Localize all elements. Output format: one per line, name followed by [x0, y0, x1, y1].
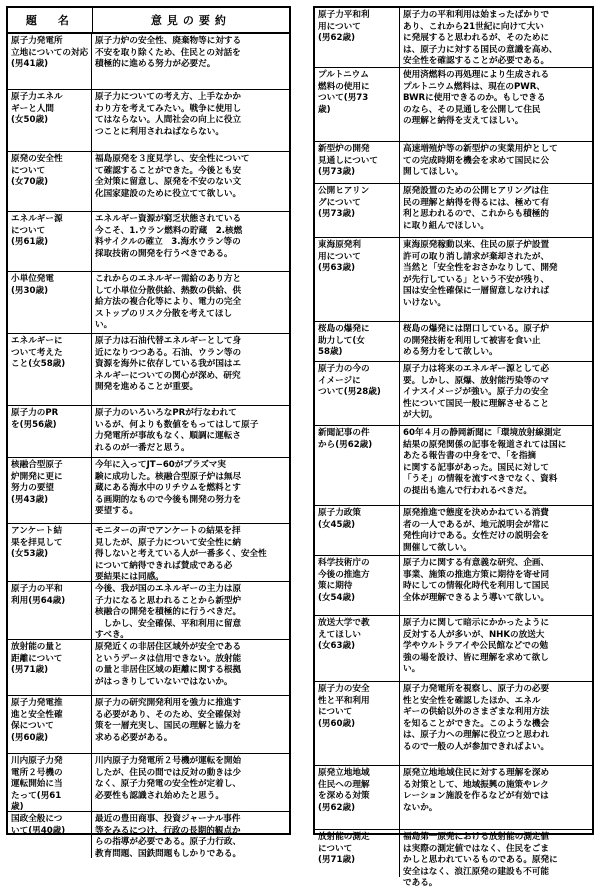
opinion-row [315, 682, 592, 766]
opinion-row [8, 812, 289, 858]
opinion-row [315, 8, 592, 68]
opinion-summary: 原発設置のための公開ヒアリングは住 民の理解と納得を得るには、極めて有 利と思われるので、これからも積極的 に取り組んでほしい。 [403, 186, 550, 231]
opinion-summary: 原子力は将来のエネルギー源として必 要。しかし、原爆、放射能汚染等のマ イナスイメージが強い。原子力の安全 性について国民一般に理解させること が大切。 [403, 364, 550, 421]
header-title: 題 名 [8, 8, 93, 32]
opinion-title: エネルギーに ついて考えた こと(女58歳) [8, 334, 92, 405]
opinion-row [315, 142, 592, 184]
opinion-row [315, 556, 592, 616]
opinion-title: 放射能の測定 について (男71歳) [315, 830, 400, 877]
opinion-title: 原子力の今の イメージに ついて(男28歳) [315, 362, 400, 425]
opinion-row [8, 458, 289, 524]
opinion-title: 原子力の安全 性と平和利用 について (男60歳) [315, 682, 400, 765]
opinion-summary: 使用済燃料の再処理により生成される プルトニウム燃料は、現在のPWR、 BWRに使用できるのか。もしできる のなら、その見通しを公開して住民 の理解と納得を支えてほしい。 [403, 70, 550, 127]
opinion-row [8, 34, 289, 90]
opinion-title: 桜島の爆発に 助力して(女 58歳) [315, 322, 400, 361]
opinion-summary: 原子力は石油代替エネルギーとして身 近になりつつある。石油、ウラン等の 資源を海外に依存している我が国はエ ネルギーについての関心が深め、研究 開発を進めることが重要。 [95, 336, 242, 393]
opinion-summary: 原子力発電所を視察し、原子力の必要 性と安全性を確認したほか、エネル ギーの供給以外のさまざまな利用方法 を知ることができた。このような機会 は、原子力への理解に役立つと思われ るので一般の人が参加できればよい。 [403, 684, 550, 752]
opinion-row [315, 426, 592, 506]
opinion-title: 東海原発利 用について (男63歳) [315, 238, 400, 321]
opinion-row [315, 616, 592, 682]
opinion-summary: 60年４月の静岡新聞に「環境放射線測定 結果の原発関係の記事を報道されては国に あたる報告書の中身をで、「を指摘 に関する記事があった。国民に対して 「うそ」の情報を流すべきでなく、資料 の提出も進んで行われるべきだ。 [403, 428, 567, 496]
opinion-summary: 原子力についての考え方、上手なかか わり方を考えてみたい。戦争に使用し てはならない。人間社会の向上に役立 つことに利用されねばならない。 [95, 92, 242, 137]
opinion-title: プルトニウム 燃料の使用に ついて(男73 歳) [315, 68, 400, 141]
opinion-row [8, 582, 289, 640]
opinion-row [315, 68, 592, 142]
opinion-row [8, 524, 289, 582]
opinion-row [8, 212, 289, 272]
header-summary: 意見の要約 [150, 14, 231, 27]
opinion-row [8, 90, 289, 152]
right-table-body [315, 8, 592, 889]
opinion-summary: 原子力の平和利用は始まったばかりで あり、これから21世紀に向けて大い に発展すると思われるが、そのために は、原子力に対する国民の意識を高め、 安全性を確認することが必要である。 [403, 10, 558, 67]
opinion-row [315, 506, 592, 556]
opinion-summary: 原子力炉の安全性、廃棄物等に対する 不安を取り除くため、住民との対話を 積極的に進める努力が必要だ。 [95, 36, 242, 70]
opinion-summary: 最近の豊田商事、投資ジャーナル事件 等をみるにつけ、行政の長期的観点か らの指導が必要である。原子力行政、 教育問題、国鉄問題もしかりである。 [95, 814, 242, 859]
opinion-summary: 今年に入ってJT−60がプラズマ実 験に成功した。核融合型原子炉は無尽 蔵にある海水中のリチウムを燃料とす る画期的なもので今後も開発の努力を 要望する。 [95, 460, 242, 517]
opinion-title: 原子力の平和 利用(男64歳) [8, 582, 92, 639]
opinion-row [8, 640, 289, 696]
opinion-row [8, 152, 289, 212]
opinion-title: 小単位発電 (男30歳) [8, 272, 92, 333]
opinion-row [315, 322, 592, 362]
opinion-title: 科学技術庁の 今後の推進方 策に期待 (女54歳) [315, 556, 400, 615]
opinion-summary: 東海原発稼動以来、住民の原子炉設置 許可の取り消し請求が棄却されたが、 当然と「安全性をおさかなりして、開発 が先行している」という不安が残り、 国は安全性確保に一層留意しなければ いけない。 [403, 240, 558, 308]
opinion-summary: 原子力に関して暗示にかかったように 反対する人が多いが、NHKの放送大 学やウルトラアイや公民館などでの勉 強の場を設け、皆に理解を求めて欲し い。 [403, 618, 550, 675]
opinion-title: 放射能の量と 距離について (男71歳) [8, 640, 92, 695]
table-header [8, 8, 289, 34]
opinion-title: アンケート結 果を拝見して (女53歳) [8, 524, 92, 581]
opinion-summary: 原子力の研究開発利用を強力に推進す る必要があり、そのため、安全確保対 策を一層充実し、国民の理解と協力を 求める必要がある。 [95, 698, 242, 743]
opinion-row [8, 696, 289, 754]
opinion-summary: 原発立地地域住民に対する理解を深め る対策として、地域振興の施策やレク レーション施設を作るなどが有効では ないか。 [403, 768, 550, 813]
opinion-row [8, 754, 289, 812]
opinion-title: 国政全般につ いて(男40歳) [8, 812, 92, 858]
opinion-title: 川内原子力発 電所２号機の 運転開始に当 たって(男61 歳) [8, 754, 92, 811]
opinion-summary: エネルギー資源が窮乏状態されている 今こそ、1.ウラン燃料の貯蔵 2.核燃 料サイクルの確立 3.海水ウラン等の 採取技術の開発を行うべきである。 [95, 214, 243, 259]
right-opinion-table [313, 6, 594, 889]
opinion-title: 核融合型原子 炉開発に更に 努力の要望 (男43歳) [8, 458, 92, 523]
left-table-body [8, 34, 289, 858]
opinion-title: 原子力のPR を(男56歳) [8, 406, 92, 457]
opinion-row [8, 406, 289, 458]
opinion-title: 放送大学で教 えてほしい (女63歳) [315, 616, 400, 681]
opinion-title: 新型炉の開発 見通しについて (男73歳) [315, 142, 400, 183]
left-opinion-table [6, 6, 291, 859]
opinion-title: 原子力発電所 立地についての対応 (男41歳) [8, 34, 92, 89]
opinion-title: 原発立地地域 住民への理解 を深める対策 (男62歳) [315, 766, 400, 829]
opinion-summary: 高速増殖炉等の新型炉の実業用炉として ての完成時期を機会を求めて国民に公 開してほしい。 [403, 144, 558, 178]
opinion-title: 原発の安全性 について (女70歳) [8, 152, 92, 211]
opinion-summary: 福島原発を３度見学し、安全性について て確認することができた。今後とも安 全対策に留意し、原発を不安のない文 化国家建設のために役立てて欲しい。 [95, 154, 250, 199]
opinion-title: 原子力発電推 進と安全性確 保について (男60歳) [8, 696, 92, 753]
opinion-title: エネルギー源 について (男61歳) [8, 212, 92, 271]
opinion-summary: 桜島の爆発には閉口している。原子炉 の開発技術を利用して被害を食い止 める努力をして欲しい。 [403, 324, 550, 358]
opinion-row [315, 238, 592, 322]
opinion-row [315, 362, 592, 426]
opinion-title: 原子力エネル ギーと人間 (女50歳) [8, 90, 92, 151]
opinion-summary: モニターの声でアンケートの結果を拝 見したが、原子力について安全性に納 得しないと考えている人が一番多く、安全性 について納得できれば賛成である必 要結果には同感。 [95, 526, 267, 583]
opinion-row [8, 334, 289, 406]
opinion-summary: 原発近くの非居住区域外が安全である というデータは信用できない。放射能 の量と非居住区域の距離に関する根拠 がはっきりしていないではないか。 [95, 642, 242, 687]
opinion-summary: 今後、我が国のエネルギーの主力は原 子力になると思われることから新型炉 核融合の開発を積極的に行うべきだ。 しかし、安全確保、平和利用に留意 すべき。 [95, 584, 242, 641]
opinion-title: 公開ヒアリン グについて (男73歳) [315, 184, 400, 237]
opinion-summary: 原発推進で態度を決めかねている消費 者の一人であるが、地元説明会が常に 発性向けである。女性だけの説明会を 開催して欲しい。 [403, 508, 550, 553]
opinion-row [8, 272, 289, 334]
opinion-title: 原子力平和利 用について (男62歳) [315, 8, 400, 67]
opinion-summary: 川内原子力発電所２号機が運転を開始 したが、住民の間では反対の動きは少 なく、原子力発電の安全性が定着し、 必要性も認識され始めたと思う。 [95, 756, 242, 801]
opinion-summary: 福島第一原発における放射能の測定値 は実際の測定値ではなく、住民をごま かしと思われているものである。原発に 安全はなく、浪江原発の建設も不可能 である。 [403, 832, 558, 889]
opinion-row [315, 184, 592, 238]
opinion-summary: 原子力のいろいろなPRが行なわれて いるが、何よりも数値をもってはして原子 力発電所が事故もなく、順調に運転さ れるのが一番だと思う。 [95, 408, 259, 453]
opinion-title: 原子力政策 (女45歳) [315, 506, 400, 555]
opinion-summary: これからのエネルギー需給のあり方と して小単位分散供給、熱数の供給、供 給方法の複合化等により、電力の完全 ストップのリスク分散を考えてほし い。 [95, 274, 242, 331]
opinion-summary: 原子力に関する有意義な研究、企画、 事業、施策の推進方策に期待を寄せ同 時にしての情報化時代を利用して国民 全体が理解できるよう導いて欲しい。 [403, 558, 550, 603]
opinion-title: 新聞記事の件 から(男62歳) [315, 426, 400, 505]
opinion-row [315, 766, 592, 830]
opinion-row [315, 830, 592, 889]
